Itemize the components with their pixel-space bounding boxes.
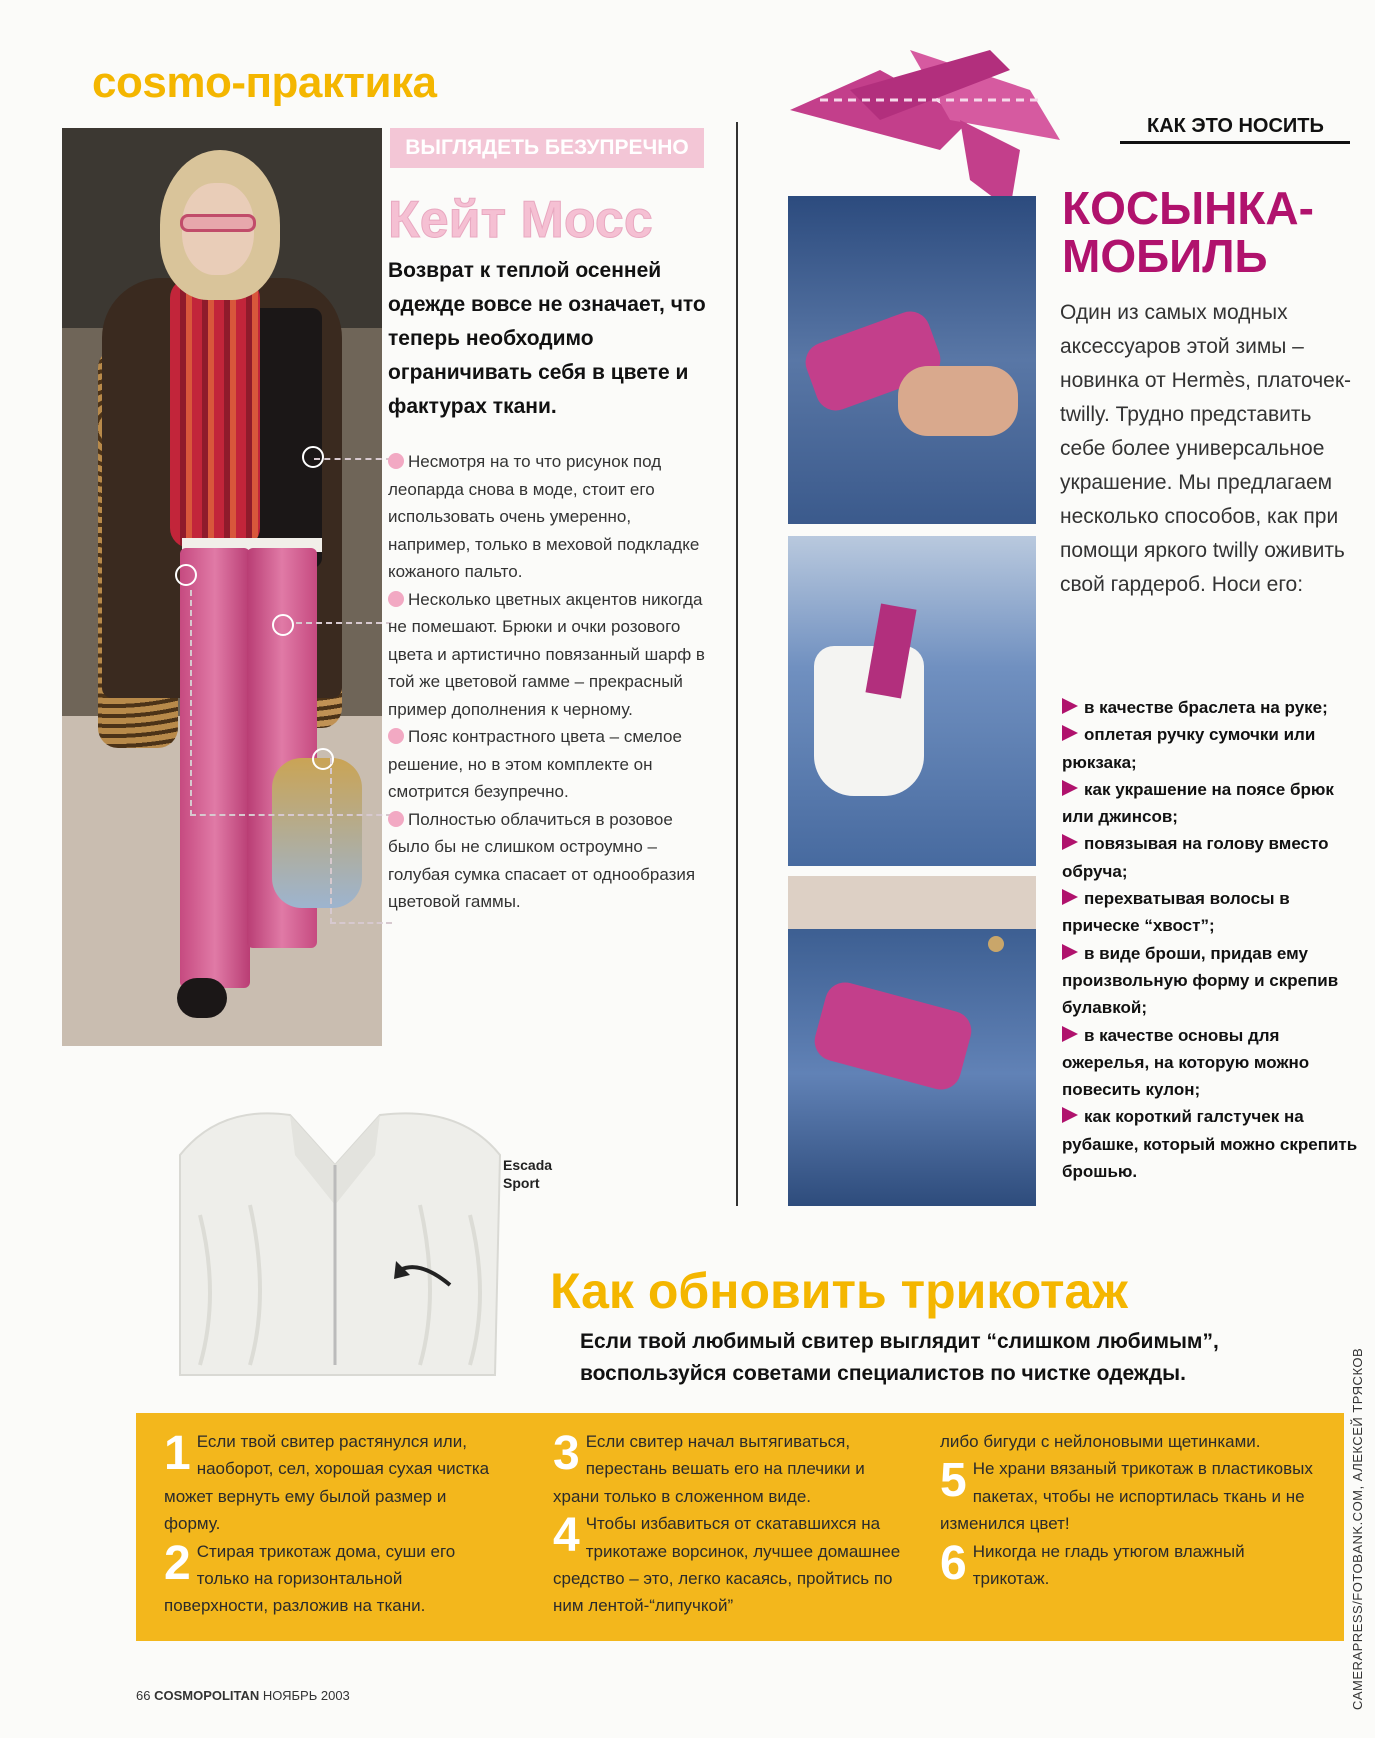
knit-tips-col-3 — [940, 1428, 1320, 1592]
kate-lead-text: Возврат к теплой осенней одежде вовсе не означает, что теперь необходимо ограничивать себя в цвете и фактурах ткани. — [388, 259, 706, 418]
scarf-way-item: повязывая на голову вместо обруча; — [1062, 834, 1329, 881]
knit-tip: 6 Никогда не гладь утюгом влажный трикотаж. — [940, 1537, 1245, 1590]
scarf-intro: Один из самых модных аксессуаров этой зимы – новинка от Hermès, платочек-twilly. Трудно представить себе более универсальное украшение. Мы предлагаем несколько способов, как при помощи яркого twilly оживить свой гардероб. Носи его: — [1060, 301, 1352, 596]
pink-bullet-icon — [388, 728, 404, 744]
scarf-way-item: в качестве основы для ожерелья, на которую можно повесить кулон; — [1062, 1025, 1310, 1100]
pink-bullet-icon — [388, 591, 404, 607]
photo-credit: CAMERAPRESS/FOTOBANK.COM, АЛЕКСЕЙ ТРЯСКОВ — [1350, 1347, 1365, 1710]
callout-line-4 — [330, 758, 392, 924]
scarf-bracelet-photo — [788, 196, 1036, 524]
knit-tip: 3 Если свитер начал вытягиваться, перестань вешать его на плечики и храни только в сложенном виде. — [553, 1428, 865, 1506]
scarf-ways-list — [1062, 694, 1362, 1185]
scarf-way-item: в виде броши, придав ему произвольную форму и скрепив булавкой; — [1062, 943, 1339, 1018]
kate-tips-list — [388, 448, 708, 916]
look-badge: ВЫГЛЯДЕТЬ БЕЗУПРЕЧНО — [390, 128, 704, 168]
page-number: 66 — [136, 1688, 151, 1703]
arrow-bullet-icon — [1062, 698, 1078, 714]
section-title: cosmo-практика — [92, 58, 437, 107]
page-footer — [136, 1688, 350, 1703]
product-brand-label: Escada Sport — [503, 1157, 553, 1191]
sweater-image — [160, 1095, 515, 1395]
arrow-bullet-icon — [1062, 834, 1078, 850]
pink-bullet-icon — [388, 811, 404, 827]
scarf-way-item: в качестве браслета на руке; — [1062, 694, 1362, 721]
howto-label: КАК ЭТО НОСИТЬ — [1147, 115, 1324, 137]
issue-date: НОЯБРЬ 2003 — [262, 1688, 350, 1703]
howto-rule — [1120, 141, 1350, 144]
pink-bullet-icon — [388, 453, 404, 469]
knit-tip: 2 Стирая трикотаж дома, суши его только на горизонтальной поверхности, разложив на ткани. — [164, 1537, 456, 1616]
kate-tip: Несмотря на то что рисунок под леопарда снова в моде, стоит его использовать очень умеренно, например, только в меховой подкладке кожаного пальто. — [388, 452, 700, 581]
scarf-bag-photo — [788, 536, 1036, 866]
magazine-name: COSMOPOLITAN — [154, 1688, 260, 1703]
knit-title: Как обновить трикотаж — [550, 1263, 1128, 1319]
arrow-bullet-icon — [1062, 1026, 1078, 1042]
knit-tip: 1 Если твой свитер растянулся или, наоборот, сел, хорошая сухая чистка может вернуть ему былой размер и форму. — [164, 1428, 490, 1534]
scarf-way-item: как украшение на поясе брюк или джинсов; — [1062, 779, 1334, 827]
callout-dot-belt — [175, 564, 197, 586]
knit-tip: 5 Не храни вязаный трикотаж в пластиковых пакетах, чтобы не испортилась ткань и не изменился цвет! — [940, 1455, 1313, 1534]
scarf-way-item: как короткий галстучек на рубашке, который можно скрепить брошью. — [1062, 1107, 1358, 1182]
kate-tip: Полностью облачиться в розовое было бы не слишком остроумно – голубая сумка спасает от однообразия цветовой гаммы. — [388, 809, 696, 911]
arrow-bullet-icon — [1062, 889, 1078, 905]
scarf-way-item: оплетая ручку сумочки или рюкзака; — [1062, 725, 1316, 772]
scarf-belt-photo — [788, 876, 1036, 1206]
knit-tips-col-2 — [553, 1428, 913, 1620]
arrow-bullet-icon — [1062, 1107, 1078, 1123]
twilly-scarf-image — [760, 30, 1090, 210]
knit-tip-continued: либо бигуди с нейлоновыми щетинками. — [940, 1432, 1261, 1451]
arrow-bullet-icon — [1062, 725, 1078, 741]
knit-tips-col-1 — [164, 1428, 504, 1620]
callout-dot-coat — [302, 446, 324, 468]
arrow-bullet-icon — [1062, 780, 1078, 796]
callout-line-1 — [314, 458, 392, 460]
scarf-title: КОСЫНКА- МОБИЛЬ — [1062, 182, 1314, 282]
column-divider — [736, 122, 738, 1206]
kate-tip: Пояс контрастного цвета – смелое решение, но в этом комплекте он смотрится безупречно. — [388, 727, 682, 801]
kate-moss-title: Кейт Мосс — [388, 191, 653, 249]
knit-tip: 4 Чтобы избавиться от скатавшихся на трикотаже ворсинок, лучшее домашнее средство – это, легко касаясь, пройтись по ним лентой-“липучкой” — [553, 1510, 901, 1616]
arrow-bullet-icon — [1062, 944, 1078, 960]
knit-subtitle: Если твой любимый свитер выглядит “слишком любимым”, воспользуйся советами специалистов по чистке одежды. — [580, 1330, 1219, 1385]
scarf-way-item: перехватывая волосы в прическе “хвост”; — [1062, 889, 1290, 936]
kate-tip: Несколько цветных акцентов никогда не помешают. Брюки и очки розового цвета и артистично повязанный шарф в той же цветовой гамме – прекрасный пример дополнения к черному. — [388, 589, 705, 719]
